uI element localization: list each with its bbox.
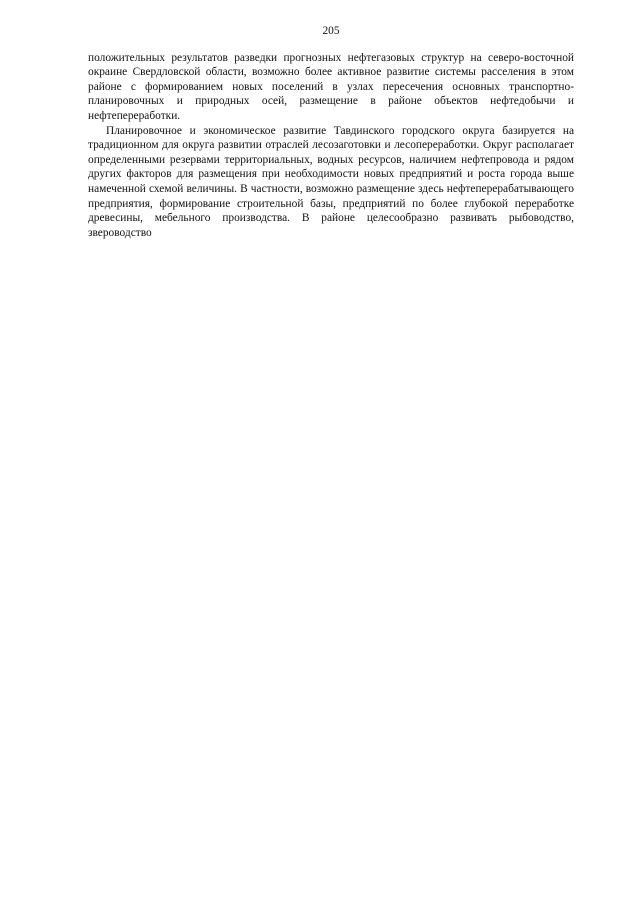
document-page [88,24,574,240]
paragraph-2: Планировочное и экономическое развитие Тавдинского городского округа базируется на традиционном для округа развитии отраслей лесозаготовки и лесопереработки. Округ располагает определенными резервами территориальных, водных ресурсов, наличием нефтепровода и рядом других факторов для размещения при необходимости новых предприятий и роста города выше намеченной схемой величины. В частности, возможно размещение здесь нефтеперерабатывающего предприятия, формирование строительной базы, предприятий по более глубокой переработке древесины, мебельного производства. В районе целесообразно развивать рыбоводство, звероводство [88,124,574,239]
page-number: 205 [322,25,340,37]
paragraph-1: положительных результатов разведки прогнозных нефтегазовых структур на северо-восточной окраине Свердловской области, возможно более активное развитие системы расселения в этом районе с формированием новых поселений в узлах пересечения основных транспортно-планировочных и природных осей, размещение в районе объектов нефтедобычи и нефтепереработки. [88,51,574,122]
